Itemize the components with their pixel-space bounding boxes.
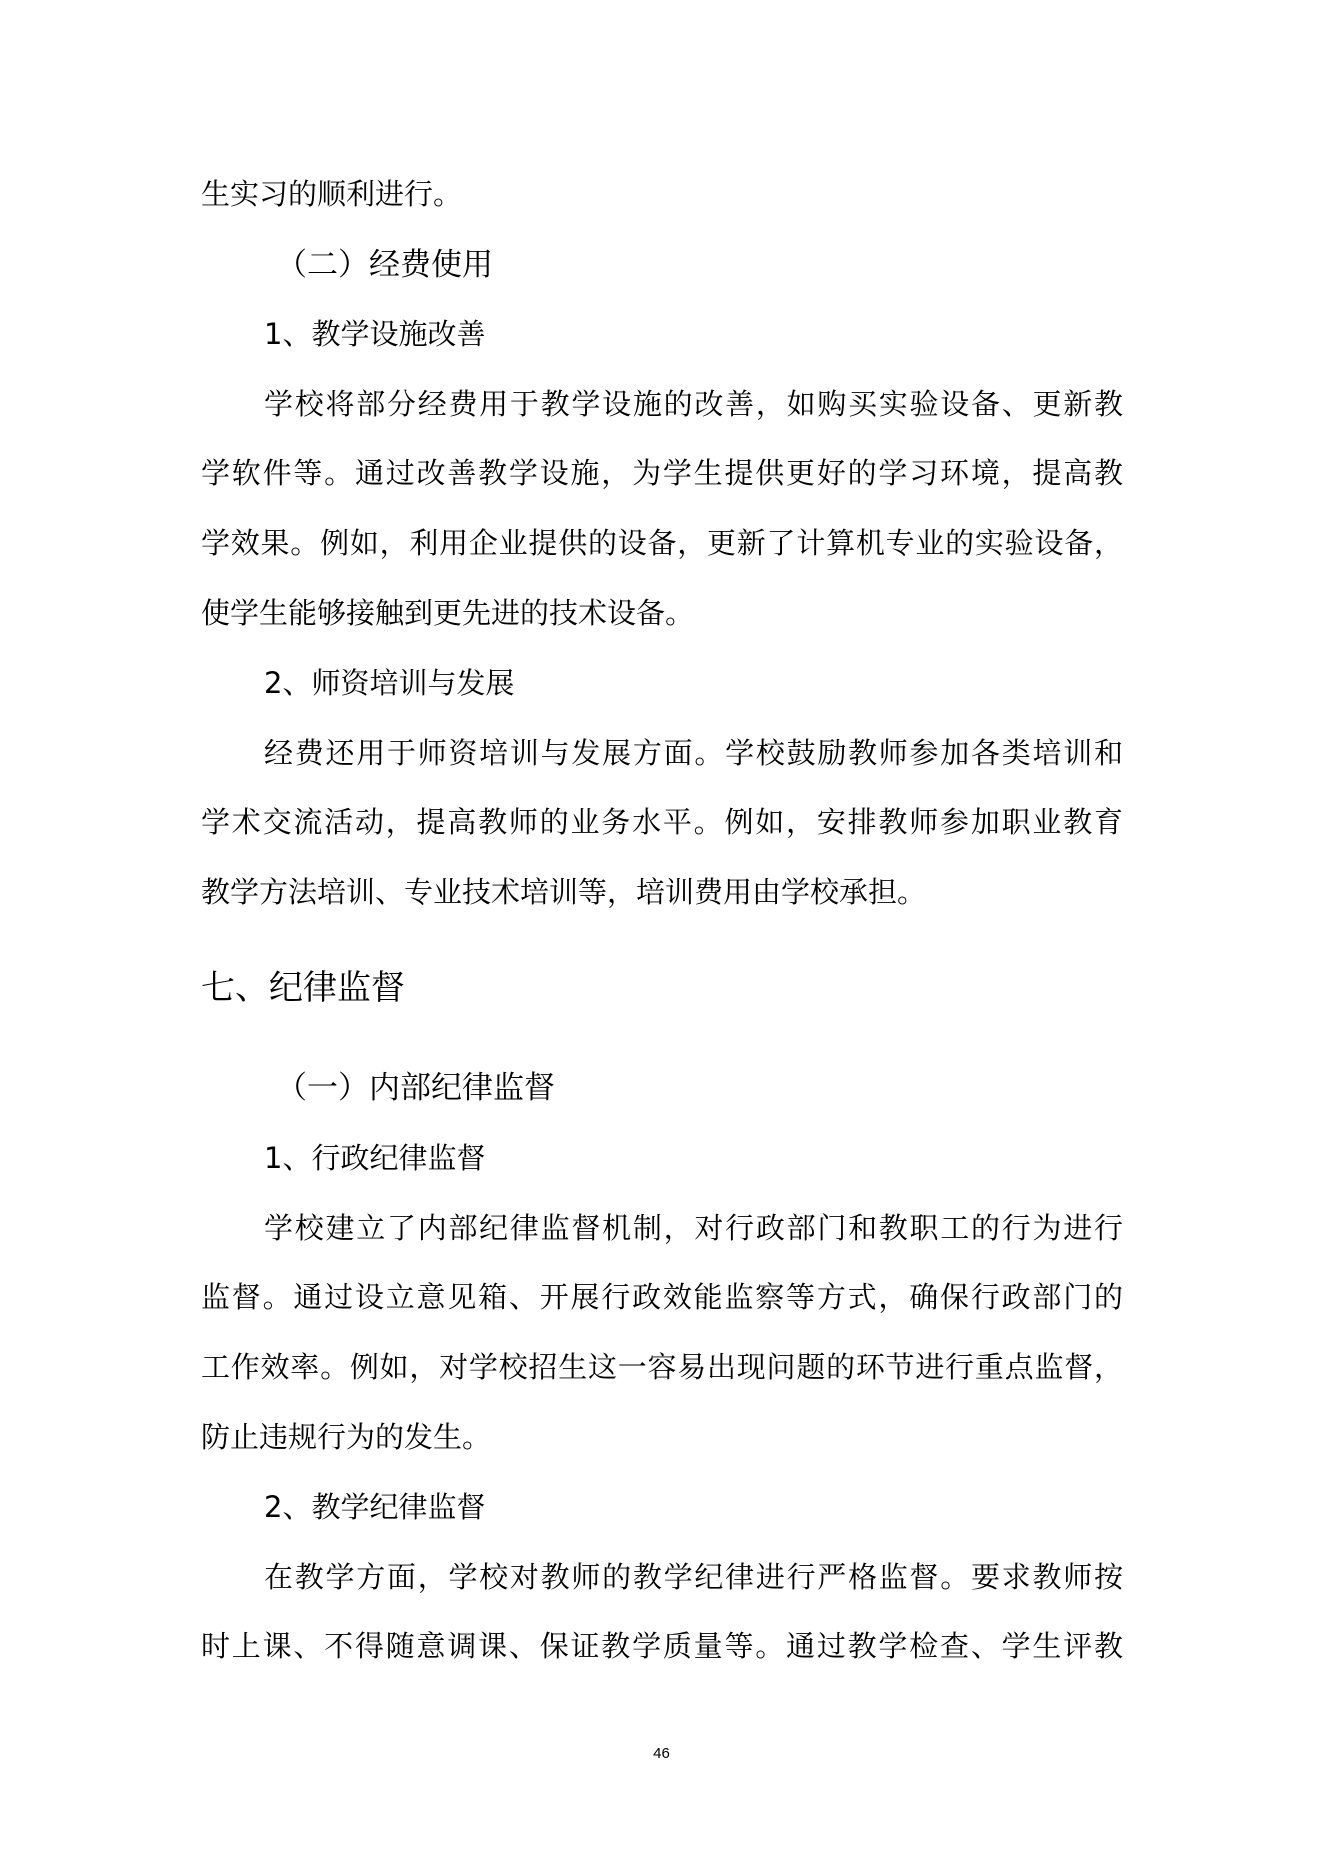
item-heading-teaching-discipline: 2、教学纪律监督 <box>264 1490 486 1524</box>
page-number: 46 <box>653 1745 670 1762</box>
paragraph-continuation-line: 生实习的顺利进行。 <box>201 177 463 211</box>
section-heading-internal-discipline: （一）内部纪律监督 <box>276 1070 555 1106</box>
paragraph-line: 时上课、不得随意调课、保证教学质量等。通过教学检查、学生评教 <box>201 1629 1123 1663</box>
paragraph-line: 学效果。例如，利用企业提供的设备，更新了计算机专业的实验设备， <box>201 526 1123 560</box>
chapter-heading-discipline-supervision: 七、纪律监督 <box>201 968 405 1008</box>
paragraph-line: 学术交流活动，提高教师的业务水平。例如，安排教师参加职业教育 <box>201 805 1123 839</box>
paragraph-line: 学软件等。通过改善教学设施，为学生提供更好的学习环境，提高教 <box>201 456 1123 490</box>
paragraph-line: 教学方法培训、专业技术培训等，培训费用由学校承担。 <box>201 875 927 909</box>
section-heading-funding-use: （二）经费使用 <box>276 247 493 283</box>
paragraph-line: 学校将部分经费用于教学设施的改善，如购买实验设备、更新教 <box>264 387 1123 421</box>
paragraph-line: 使学生能够接触到更先进的技术设备。 <box>201 596 695 630</box>
item-heading-teacher-training: 2、师资培训与发展 <box>264 666 515 700</box>
paragraph-line: 工作效率。例如，对学校招生这一容易出现问题的环节进行重点监督， <box>201 1350 1123 1384</box>
paragraph-line: 经费还用于师资培训与发展方面。学校鼓励教师参加各类培训和 <box>264 736 1123 770</box>
paragraph-line: 在教学方面，学校对教师的教学纪律进行严格监督。要求教师按 <box>264 1560 1123 1594</box>
item-heading-facility-improvement: 1、教学设施改善 <box>264 317 486 351</box>
paragraph-line: 防止违规行为的发生。 <box>201 1420 492 1454</box>
paragraph-line: 学校建立了内部纪律监督机制，对行政部门和教职工的行为进行 <box>264 1211 1123 1245</box>
paragraph-line: 监督。通过设立意见箱、开展行政效能监察等方式，确保行政部门的 <box>201 1280 1123 1314</box>
item-heading-administrative-discipline: 1、行政纪律监督 <box>264 1141 486 1175</box>
